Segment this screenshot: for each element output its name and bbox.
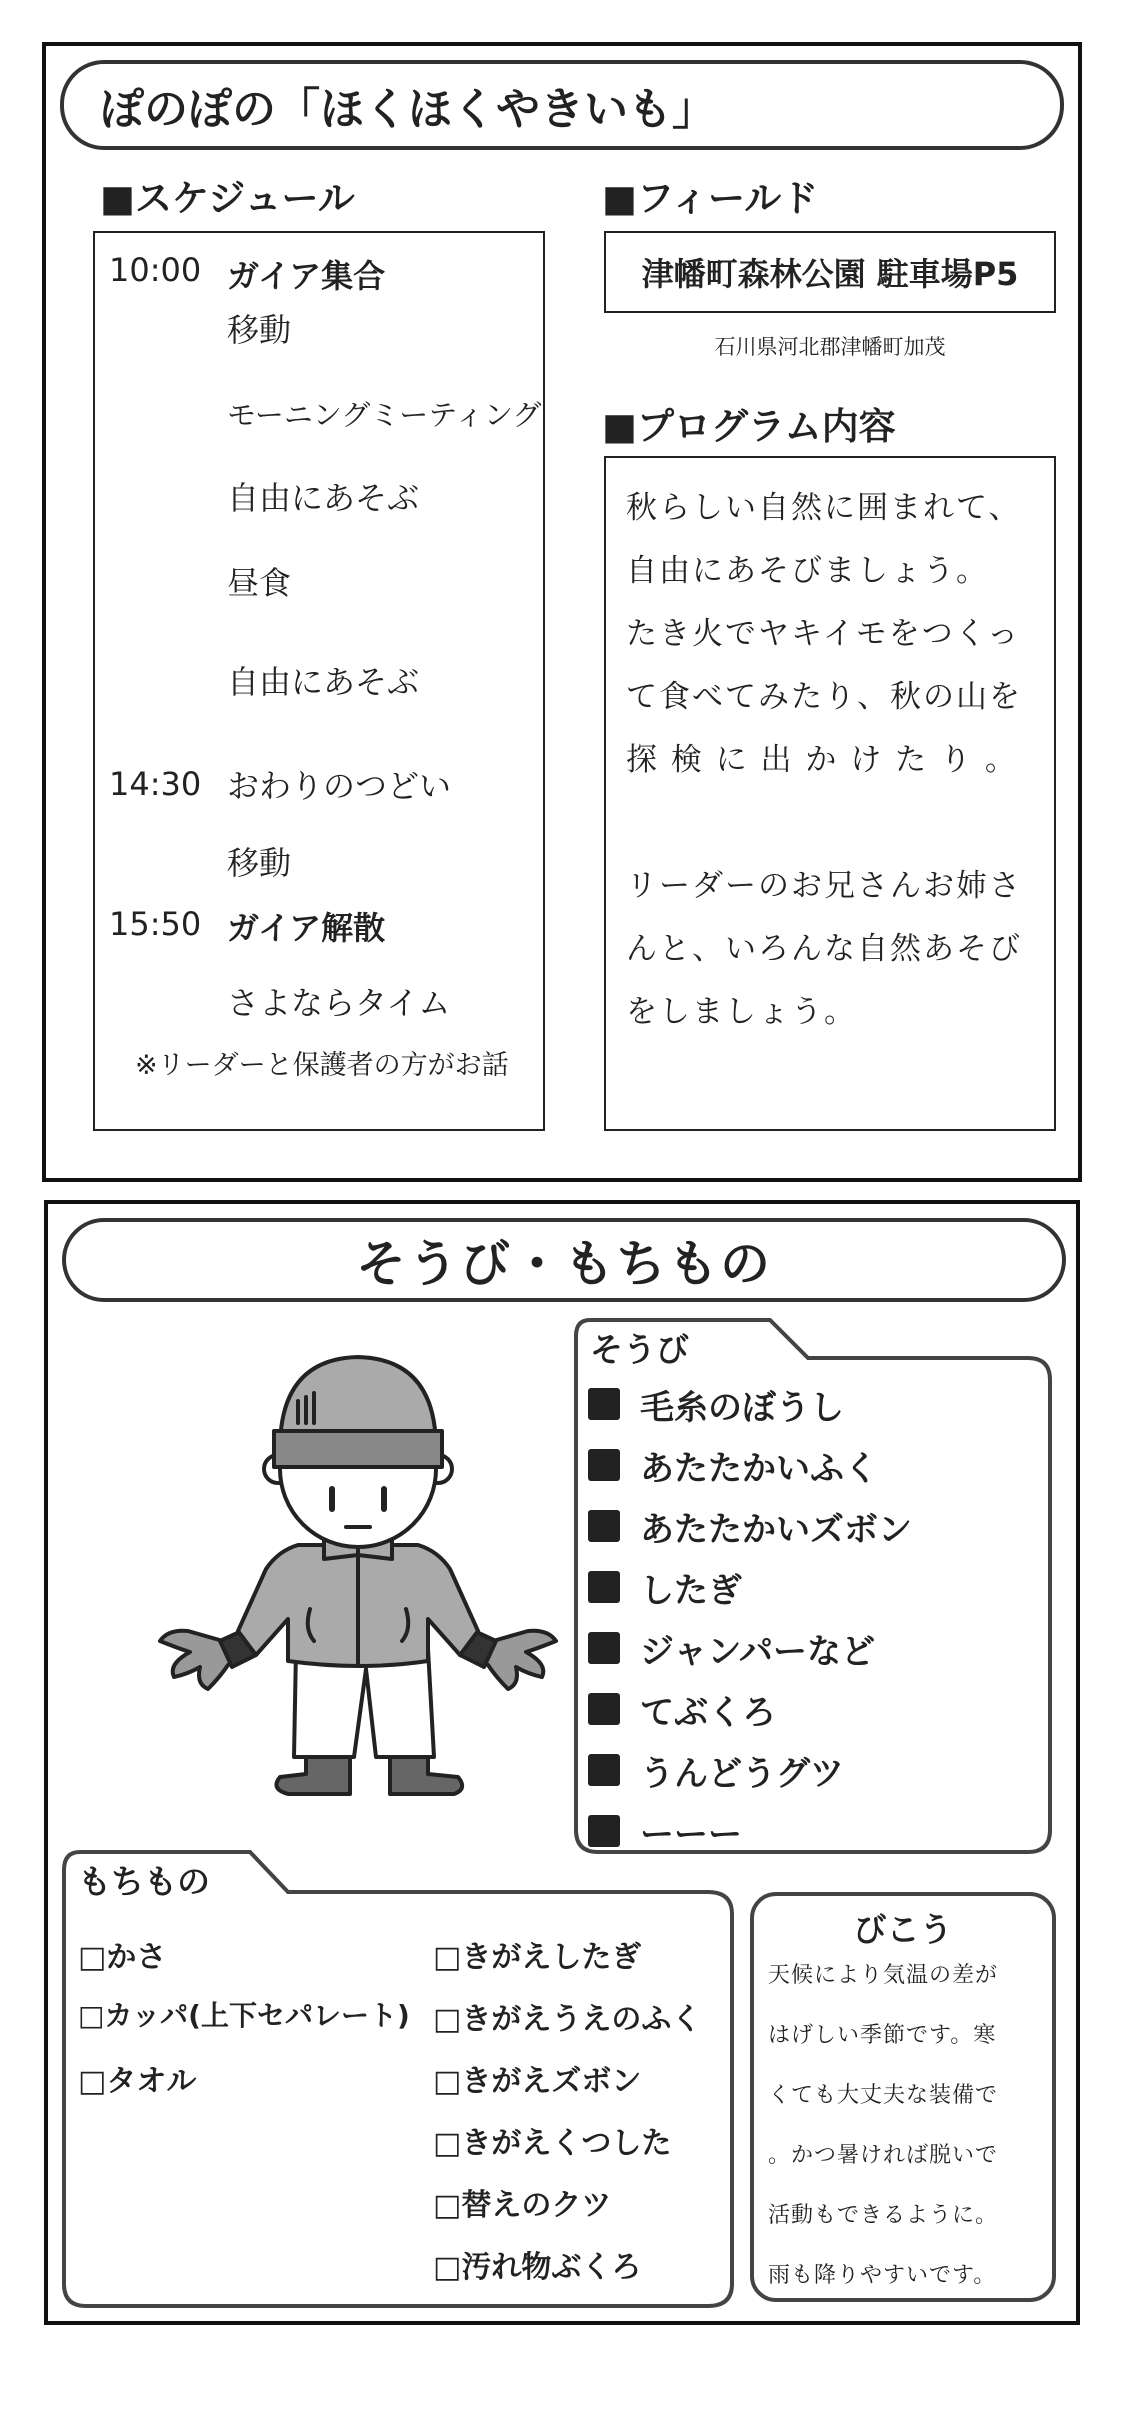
program-line: をしましょう。	[626, 994, 857, 1030]
mochimono-item: □きがえうえのふく	[433, 2002, 702, 2037]
bikou-line: 天候により気温の差が	[768, 1963, 999, 1988]
section-title: そうび・もちもの	[356, 1235, 772, 1293]
field-heading: ■フィールド	[602, 177, 819, 220]
soubi-item	[588, 1445, 878, 1489]
bottom-section-frame	[44, 1200, 1080, 2325]
bikou-line: 活動もできるように。	[768, 2203, 999, 2228]
top-section-frame	[42, 42, 1082, 1182]
soubi-item	[588, 1384, 844, 1428]
mochimono-item: □きがえくつした	[433, 2126, 672, 2161]
top-title-pill	[60, 60, 1064, 150]
soubi-item-text: あたたかいズボン	[640, 1509, 912, 1550]
soubi-item-text: うんどうグツ	[640, 1753, 844, 1794]
bikou-panel	[750, 1892, 1056, 2302]
glove-icon	[588, 1693, 620, 1725]
soubi-item	[588, 1750, 844, 1794]
schedule-activity: 昼食	[227, 564, 292, 602]
soubi-item	[588, 1628, 875, 1672]
field-name-box	[604, 231, 1056, 313]
bikou-line: 。かつ暑ければ脱いで	[768, 2143, 999, 2168]
mochimono-item: □きがえしたぎ	[433, 1940, 642, 1975]
mochimono-item: □替えのクツ	[433, 2188, 612, 2223]
schedule-note: ※リーダーと保護者の方がお話	[135, 1050, 509, 1081]
warm-shirt-icon	[588, 1449, 620, 1481]
schedule-activity: さよならタイム	[227, 984, 451, 1022]
star-icon	[588, 1815, 620, 1847]
soubi-item-text: ジャンパーなど	[640, 1631, 875, 1672]
soubi-item	[588, 1567, 742, 1611]
bottom-title-pill	[62, 1218, 1066, 1302]
schedule-activity: モーニングミーティング	[227, 398, 542, 432]
soubi-item	[588, 1506, 912, 1550]
mochimono-item: □タオル	[78, 2064, 197, 2099]
mochimono-item: □カッパ(上下セパレート)	[78, 1999, 410, 2032]
program-line: リーダーのお兄さんお姉さ	[626, 868, 1022, 904]
soubi-item-text: てぶくろ	[640, 1692, 776, 1733]
boot-icon	[588, 1754, 620, 1786]
schedule-activity: 自由にあそぶ	[227, 479, 420, 517]
schedule-time: 10:00	[109, 251, 202, 289]
program-line: て食べてみたり、秋の山を	[626, 679, 1022, 715]
child-illustration	[128, 1319, 588, 1799]
mochimono-item: □かさ	[78, 1940, 167, 1975]
schedule-time: 14:30	[109, 765, 202, 803]
bikou-line: 雨も降りやすいです。	[768, 2263, 997, 2288]
schedule-box	[93, 231, 545, 1131]
field-name: 津幡町森林公園 駐車場P5	[641, 255, 1019, 293]
mochimono-label: もちもの	[78, 1862, 210, 1901]
program-line: たき火でヤキイモをつくっ	[626, 616, 1021, 652]
schedule-activity: 移動	[227, 844, 292, 882]
schedule-activity: ガイア集合	[227, 257, 386, 295]
soubi-label: そうび	[590, 1330, 689, 1369]
schedule-activity: 移動	[227, 311, 292, 349]
mochimono-item: □きがえズボン	[433, 2064, 642, 2099]
soubi-item	[588, 1689, 776, 1733]
schedule-activity: ガイア解散	[227, 909, 386, 947]
soubi-list	[568, 1312, 1058, 1860]
schedule-activity: おわりのつどい	[227, 767, 452, 805]
soubi-item-text: あたたかいふく	[640, 1448, 878, 1489]
bikou-line: はげしい季節です。寒	[768, 2023, 997, 2048]
schedule-time: 15:50	[109, 905, 202, 943]
bikou-label: びこう	[853, 1910, 953, 1949]
program-heading: ■プログラム内容	[602, 405, 896, 448]
jacket-icon	[588, 1632, 620, 1664]
field-address: 石川県河北郡津幡町加茂	[714, 335, 946, 359]
program-box	[604, 456, 1056, 1131]
undershirt-icon	[588, 1571, 620, 1603]
knit-hat-icon	[588, 1388, 620, 1420]
program-line: 自由にあそびましょう。	[626, 553, 989, 589]
pants-icon	[588, 1510, 620, 1542]
bikou-line: くても大丈夫な装備で	[768, 2083, 999, 2108]
schedule-heading: ■スケジュール	[100, 177, 355, 220]
soubi-item-text: 毛糸のぼうし	[640, 1387, 844, 1428]
mochimono-item: □汚れ物ぶくろ	[433, 2250, 642, 2285]
page-title: ぽのぽの「ほくほくやきいも」	[100, 84, 716, 135]
soubi-item-text: したぎ	[640, 1570, 742, 1611]
soubi-item-text: ーーー	[640, 1814, 742, 1855]
schedule-activity: 自由にあそぶ	[227, 663, 420, 701]
program-line: 秋らしい自然に囲まれて、	[626, 490, 1022, 526]
program-line: 探 検 に 出 か け た り 。	[626, 742, 1018, 778]
program-line: んと、いろんな自然あそび	[626, 931, 1022, 967]
